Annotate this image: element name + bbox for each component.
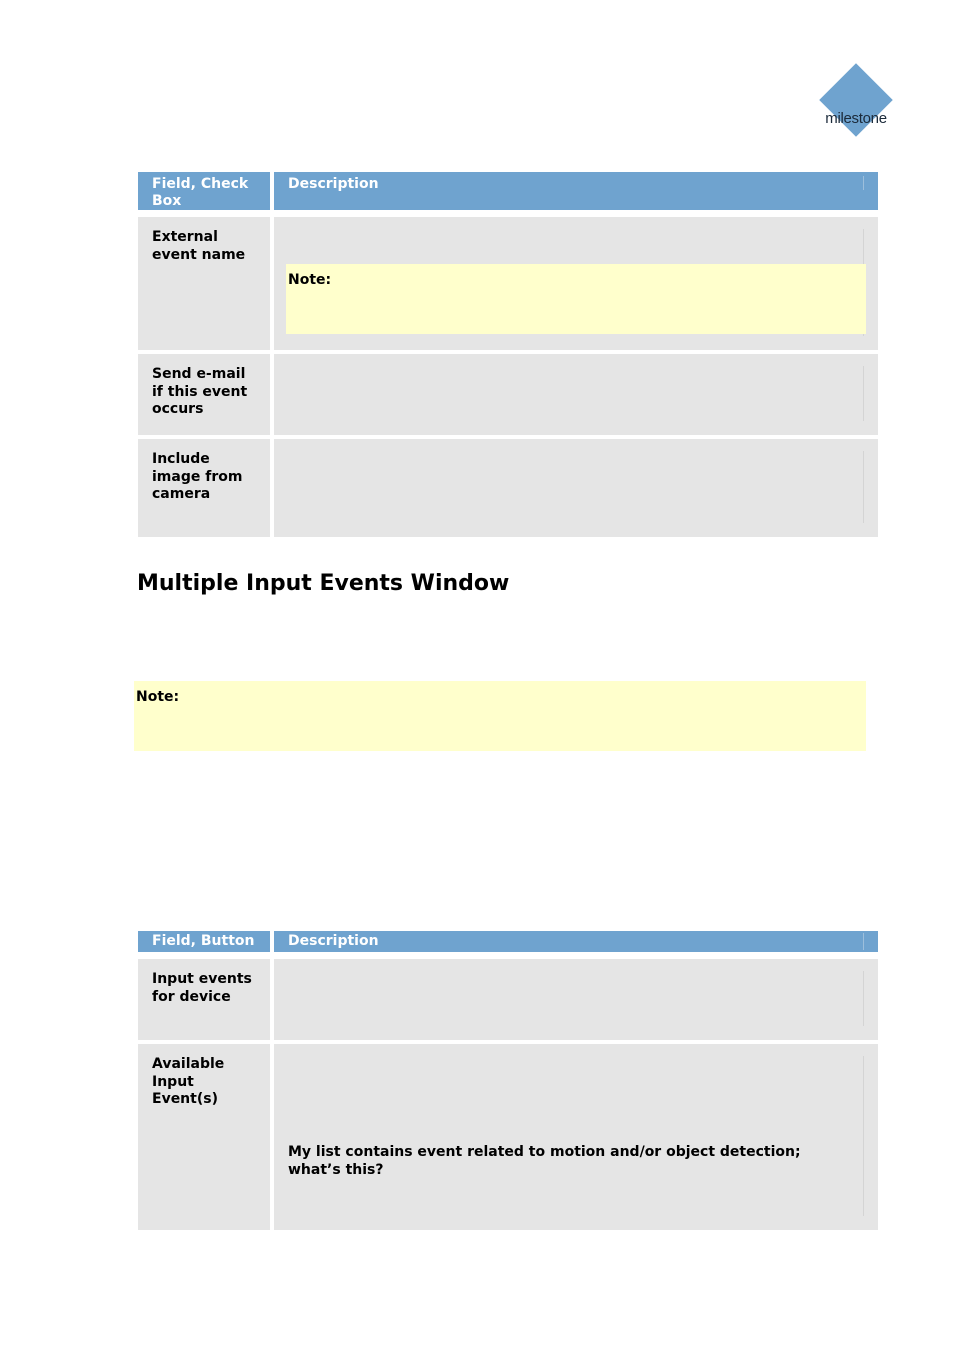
logo-wordmark: milestone bbox=[825, 110, 887, 127]
header-description-label: Description bbox=[288, 933, 379, 949]
field-name: Send e-mail if this event occurs bbox=[138, 354, 270, 435]
table-row bbox=[138, 439, 878, 537]
header-field: Field, Button bbox=[138, 931, 270, 952]
section-note-box bbox=[134, 681, 866, 751]
table-row bbox=[138, 1044, 878, 1230]
table-row bbox=[138, 217, 878, 350]
header-description bbox=[274, 931, 878, 952]
note-box bbox=[286, 264, 866, 334]
note-label: Note: bbox=[136, 689, 180, 705]
header-field: Field, Check Box bbox=[138, 172, 270, 210]
field-description bbox=[274, 959, 878, 1040]
note-label: Note: bbox=[288, 272, 332, 288]
field-name: Available Input Event(s) bbox=[138, 1044, 270, 1230]
table-row bbox=[138, 354, 878, 435]
table-header-row bbox=[138, 172, 878, 210]
header-description-label: Description bbox=[288, 176, 379, 192]
header-description bbox=[274, 172, 878, 210]
field-description bbox=[274, 217, 878, 350]
field-name: Include image from camera bbox=[138, 439, 270, 537]
table-row bbox=[138, 959, 878, 1040]
field-description bbox=[274, 439, 878, 537]
field-name: Input events for device bbox=[138, 959, 270, 1040]
field-description bbox=[274, 1044, 878, 1230]
faq-question: My list contains event related to motion and/or object detection; what’s this? bbox=[288, 1144, 801, 1178]
milestone-logo bbox=[814, 66, 898, 142]
section-heading: Multiple Input Events Window bbox=[137, 571, 510, 596]
table-header-row bbox=[138, 931, 878, 952]
field-name: External event name bbox=[138, 217, 270, 350]
field-description bbox=[274, 354, 878, 435]
